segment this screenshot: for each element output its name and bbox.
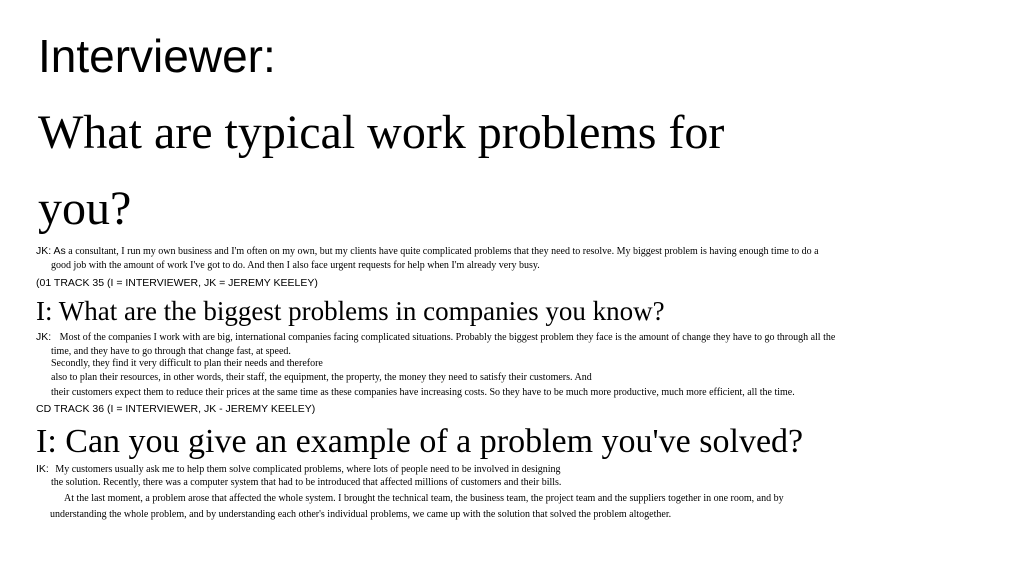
answer-3-line-4: understanding the whole problem, and by understanding each other's individual problems, we came up with the solution that solved the problem altogether. <box>50 509 672 520</box>
answer-3-text-1: My customers usually ask me to help them solve complicated problems, where lots of people need to be involved in designing <box>55 464 561 475</box>
answer-1-line-1 <box>36 245 819 258</box>
track-note-1: (01 TRACK 35 (I = INTERVIEWER, JK = JEREMY KEELEY) <box>36 277 318 289</box>
answer-1-line-2: good job with the amount of work I've got to do. And then I also face urgent requests for help when I'm already very busy. <box>51 260 540 271</box>
answer-2-speaker: JK: <box>36 331 52 343</box>
answer-3-line-2: the solution. Recently, there was a computer system that had to be introduced that affected millions of customers and their bills. <box>51 477 562 488</box>
question-3: I: Can you give an example of a problem you've solved? <box>36 423 804 460</box>
answer-1-text-1: a consultant, I run my own business and I'm often on my own, but my clients have quite complicated problems that they need to resolve. My biggest problem is having enough time to do a <box>68 246 819 257</box>
answer-2-line-1 <box>36 331 835 344</box>
answer-2-line-2: time, and they have to go through that change fast, at speed. <box>51 346 291 357</box>
question-2: I: What are the biggest problems in companies you know? <box>36 296 665 326</box>
answer-2-line-4: also to plan their resources, in other words, their staff, the equipment, the property, the money they need to satisfy their customers. And <box>51 372 592 383</box>
answer-3-line-1 <box>36 463 561 476</box>
answer-2-line-5: their customers expect them to reduce their prices at the same time as these companies have increasing costs. So they have to be much more productive, much more efficient, all the time. <box>51 387 795 398</box>
question-1-line-1: What are typical work problems for <box>38 106 725 159</box>
answer-2-line-3: Secondly, they find it very difficult to plan their needs and therefore <box>51 358 323 369</box>
answer-2-text-1: Most of the companies I work with are big, international companies facing complicated situations. Probably the biggest problem they face is the amount of change they have to go through all the <box>59 332 836 343</box>
answer-3-speaker: IK: <box>36 463 49 475</box>
question-1-line-2: you? <box>38 182 132 235</box>
track-note-2: CD TRACK 36 (I = INTERVIEWER, JK - JEREMY KEELEY) <box>36 403 316 415</box>
answer-1-speaker: JK: As <box>36 245 66 257</box>
interviewer-heading: Interviewer: <box>38 30 276 82</box>
answer-3-line-3: At the last moment, a problem arose that affected the whole system. I brought the technical team, the business team, the project team and the suppliers together in one room, and by <box>64 493 784 504</box>
